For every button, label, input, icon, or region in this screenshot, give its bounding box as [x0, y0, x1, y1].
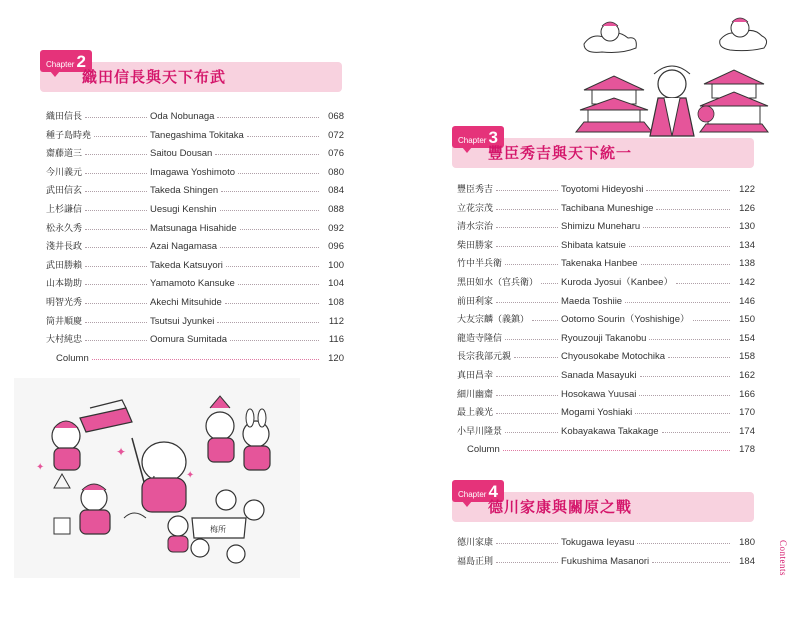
leader-dots: [503, 450, 730, 451]
leader-dots: [85, 191, 147, 192]
toc-entry[interactable]: [46, 164, 346, 183]
leader-dots: [496, 246, 558, 247]
entry-page-number: 138: [739, 258, 755, 270]
entry-name-romaji: Sanada Masayuki: [561, 369, 637, 381]
chapter-label: Chapter: [46, 60, 75, 69]
toc-entry[interactable]: [457, 367, 757, 386]
leader-dots: [496, 562, 558, 563]
entry-name-jp: 大村純忠: [46, 335, 83, 346]
entry-page-number: 112: [328, 315, 344, 327]
column-label: Column: [467, 444, 500, 456]
entry-page-number: 096: [328, 241, 344, 253]
entry-name-jp: 最上義光: [457, 408, 494, 419]
chapter-3-header: [452, 126, 754, 172]
column-label: Column: [56, 352, 89, 364]
leader-dots: [532, 320, 558, 321]
leader-dots: [646, 190, 730, 191]
chapter-number: 2: [76, 52, 86, 71]
chapter-4-header: [452, 480, 754, 526]
chapter-title: 織田信長與天下布武: [82, 68, 227, 86]
toc-entry[interactable]: [457, 293, 757, 312]
toc-entry[interactable]: [46, 238, 346, 257]
toc-entry[interactable]: [46, 182, 346, 201]
chapter-4-entry-list: [457, 534, 757, 571]
entry-page-number: 162: [739, 369, 755, 381]
entry-name-romaji: Fukushima Masanori: [561, 555, 650, 567]
entry-name-jp: 福島正則: [457, 556, 494, 567]
leader-dots: [85, 117, 147, 118]
leader-dots: [85, 322, 147, 323]
toc-entry[interactable]: [457, 553, 757, 572]
entry-name-jp: 今川義元: [46, 167, 83, 178]
entry-name-romaji: Tokugawa Ieyasu: [561, 537, 635, 548]
svg-text:✦: ✦: [116, 445, 127, 459]
toc-entry[interactable]: [457, 255, 757, 274]
entry-name-jp: 小早川隆景: [457, 426, 503, 437]
toc-entry[interactable]: [457, 386, 757, 405]
entry-name-romaji: Azai Nagamasa: [150, 241, 218, 253]
entry-name-jp: 武田信玄: [46, 186, 83, 197]
entry-name-jp: 真田昌幸: [457, 370, 494, 381]
entry-name-jp: 清水宗治: [457, 222, 494, 233]
leader-dots: [496, 376, 558, 377]
toc-entry[interactable]: [46, 257, 346, 276]
chapter-label: Chapter: [458, 136, 487, 145]
entry-name-jp: 松永久秀: [46, 223, 83, 234]
entry-page-number: 178: [739, 444, 755, 456]
toc-entry[interactable]: [46, 201, 346, 220]
leader-dots: [496, 209, 558, 210]
leader-dots: [85, 229, 147, 230]
entry-name-jp: 筒井順慶: [46, 316, 83, 327]
leader-dots: [85, 303, 147, 304]
entry-page-number: 170: [739, 407, 755, 419]
leader-dots: [85, 340, 147, 341]
entry-name-romaji: Tachibana Muneshige: [561, 202, 654, 214]
entry-name-jp: 豐臣秀吉: [457, 185, 494, 195]
entry-page-number: 120: [328, 352, 344, 364]
entry-name-jp: 黑田如水（官兵衛）: [457, 277, 539, 288]
entry-name-romaji: Toyotomi Hideyoshi: [561, 184, 644, 195]
entry-name-romaji: Ryouzouji Takanobu: [561, 332, 647, 344]
toc-entry[interactable]: [46, 331, 346, 350]
entry-page-number: 104: [328, 278, 344, 290]
entry-page-number: 158: [739, 351, 755, 363]
entry-name-jp: 山本勘助: [46, 279, 83, 290]
toc-entry[interactable]: [457, 200, 757, 219]
festival-illustration: [14, 378, 300, 578]
entry-name-jp: 前田利家: [457, 296, 494, 307]
chapter-number: 4: [488, 482, 498, 501]
leader-dots: [640, 376, 730, 377]
toc-entry[interactable]: [457, 534, 757, 553]
toc-entry[interactable]: [457, 311, 757, 330]
entry-name-romaji: Saitou Dousan: [150, 148, 213, 160]
entry-name-romaji: Takeda Katsuyori: [150, 259, 223, 271]
entry-name-jp: 武田勝賴: [46, 260, 83, 271]
leader-dots: [496, 413, 558, 414]
chapter-2-entry-list: [46, 108, 346, 368]
entry-page-number: 100: [328, 259, 344, 271]
leader-dots: [85, 173, 147, 174]
leader-dots: [85, 247, 147, 248]
leader-dots: [496, 190, 558, 191]
entry-page-number: 084: [328, 185, 344, 197]
entry-page-number: 122: [739, 184, 755, 195]
leader-dots: [496, 543, 558, 544]
leader-dots: [220, 247, 319, 248]
entry-name-jp: 立花宗茂: [457, 203, 494, 214]
leader-dots: [217, 322, 319, 323]
leader-dots: [668, 357, 730, 358]
entry-page-number: 116: [328, 334, 344, 346]
entry-page-number: 150: [739, 314, 755, 326]
entry-name-romaji: Oda Nobunaga: [150, 111, 215, 122]
toc-entry[interactable]: [46, 127, 346, 146]
leader-dots: [94, 136, 147, 137]
leader-dots: [85, 210, 147, 211]
entry-page-number: 088: [328, 203, 344, 215]
leader-dots: [92, 359, 319, 360]
leader-dots: [505, 339, 558, 340]
toc-entry[interactable]: [457, 423, 757, 442]
entry-name-romaji: Tanegashima Tokitaka: [150, 129, 244, 141]
toc-entry[interactable]: [457, 348, 757, 367]
leader-dots: [496, 227, 558, 228]
entry-name-romaji: Shimizu Muneharu: [561, 221, 641, 233]
leader-dots: [496, 395, 558, 396]
entry-page-number: 080: [328, 166, 344, 178]
entry-page-number: 174: [739, 425, 755, 437]
svg-text:✦: ✦: [186, 470, 195, 481]
leader-dots: [641, 264, 730, 265]
toc-entry[interactable]: [457, 218, 757, 237]
entry-name-jp: 織田信長: [46, 112, 83, 122]
entry-page-number: 180: [739, 537, 755, 548]
entry-name-romaji: Maeda Toshiie: [561, 295, 623, 307]
illustration-sign: 梅所: [210, 525, 226, 534]
entry-name-romaji: Tsutsui Jyunkei: [150, 315, 215, 327]
svg-text:✦: ✦: [36, 462, 45, 473]
toc-entry[interactable]: [457, 404, 757, 423]
entry-name-jp: 德川家康: [457, 538, 494, 548]
chapter-label: Chapter: [458, 490, 487, 499]
leader-dots: [85, 266, 147, 267]
entry-page-number: 146: [739, 295, 755, 307]
entry-name-jp: 柴田勝家: [457, 240, 494, 251]
entry-name-jp: 竹中半兵衛: [457, 259, 503, 270]
leader-dots: [496, 302, 558, 303]
entry-name-romaji: Hosokawa Yuusai: [561, 388, 637, 400]
entry-page-number: 142: [739, 276, 755, 288]
entry-name-romaji: Mogami Yoshiaki: [561, 407, 633, 419]
entry-name-romaji: Matsunaga Hisahide: [150, 222, 237, 234]
leader-dots: [225, 303, 319, 304]
leader-dots: [662, 432, 730, 433]
leader-dots: [541, 283, 558, 284]
entry-page-number: 154: [739, 332, 755, 344]
entry-name-jp: 長宗我部元親: [457, 352, 512, 363]
toc-entry[interactable]: [46, 145, 346, 164]
leader-dots: [85, 284, 147, 285]
entry-page-number: 134: [739, 239, 755, 251]
entry-name-romaji: Kobayakawa Takakage: [561, 425, 659, 437]
leader-dots: [656, 209, 730, 210]
entry-name-romaji: Imagawa Yoshimoto: [150, 166, 236, 178]
entry-name-jp: 大友宗麟（義鎮）: [457, 315, 530, 326]
entry-name-jp: 明智光秀: [46, 297, 83, 308]
toc-entry[interactable]: [46, 275, 346, 294]
toc-entry[interactable]: [457, 274, 757, 293]
leader-dots: [221, 191, 319, 192]
leader-dots: [652, 562, 730, 563]
leader-dots: [230, 340, 319, 341]
entry-page-number: 130: [739, 221, 755, 233]
entry-name-jp: 細川幽齋: [457, 389, 494, 400]
leader-dots: [625, 302, 730, 303]
entry-name-jp: 龍造寺隆信: [457, 333, 503, 344]
castle-illustration: [572, 14, 772, 142]
toc-entry[interactable]: [457, 237, 757, 256]
entry-name-romaji: Ootomo Sourin（Yoshishige）: [561, 314, 690, 326]
entry-name-romaji: Kuroda Jyosui（Kanbee）: [561, 276, 673, 288]
leader-dots: [240, 229, 319, 230]
entry-name-romaji: Takenaka Hanbee: [561, 258, 638, 270]
contents-side-label: Contents: [778, 540, 788, 577]
leader-dots: [505, 432, 558, 433]
chapter-title: 豐臣秀吉與天下統一: [488, 144, 633, 162]
castle-and-lord-drawing: [572, 14, 772, 142]
entry-name-jp: 齋藤道三: [46, 149, 83, 160]
festival-characters-drawing: [14, 378, 300, 578]
leader-dots: [637, 543, 730, 544]
leader-dots: [629, 246, 730, 247]
chapter-number: 3: [488, 128, 498, 147]
toc-column-entry[interactable]: [457, 441, 757, 460]
toc-entry[interactable]: [457, 330, 757, 349]
entry-page-number: 184: [739, 555, 755, 567]
entry-page-number: 166: [739, 388, 755, 400]
chapter-2-header: [40, 50, 342, 96]
toc-entry[interactable]: [46, 313, 346, 332]
leader-dots: [220, 210, 319, 211]
entry-name-romaji: Shibata katsuie: [561, 239, 626, 251]
toc-entry[interactable]: [46, 294, 346, 313]
leader-dots: [226, 266, 319, 267]
leader-dots: [215, 154, 319, 155]
leader-dots: [238, 284, 319, 285]
chapter-3-entry-list: [457, 181, 757, 460]
entry-name-romaji: Yamamoto Kansuke: [150, 278, 235, 290]
entry-page-number: 076: [328, 148, 344, 160]
leader-dots: [635, 413, 730, 414]
entry-page-number: 126: [739, 202, 755, 214]
entry-name-jp: 種子島時堯: [46, 130, 92, 141]
toc-entry[interactable]: [457, 181, 757, 200]
toc-entry[interactable]: [46, 220, 346, 239]
leader-dots: [693, 320, 730, 321]
entry-page-number: 068: [328, 111, 344, 122]
leader-dots: [643, 227, 730, 228]
entry-page-number: 072: [328, 129, 344, 141]
leader-dots: [676, 283, 730, 284]
leader-dots: [505, 264, 558, 265]
entry-page-number: 092: [328, 222, 344, 234]
entry-name-jp: 上杉謙信: [46, 204, 83, 215]
toc-column-entry[interactable]: [46, 350, 346, 369]
entry-name-romaji: Takeda Shingen: [150, 185, 219, 197]
entry-page-number: 108: [328, 296, 344, 308]
leader-dots: [639, 395, 730, 396]
leader-dots: [649, 339, 730, 340]
leader-dots: [217, 117, 319, 118]
leader-dots: [238, 173, 319, 174]
chapter-title: 德川家康與關原之戰: [488, 498, 633, 516]
entry-name-romaji: Akechi Mitsuhide: [150, 296, 222, 308]
entry-name-romaji: Oomura Sumitada: [150, 334, 228, 346]
leader-dots: [85, 154, 147, 155]
toc-entry[interactable]: [46, 108, 346, 127]
entry-name-romaji: Chyousokabe Motochika: [561, 351, 666, 363]
entry-name-romaji: Uesugi Kenshin: [150, 203, 217, 215]
entry-name-jp: 淺井長政: [46, 242, 83, 253]
leader-dots: [514, 357, 558, 358]
leader-dots: [247, 136, 319, 137]
